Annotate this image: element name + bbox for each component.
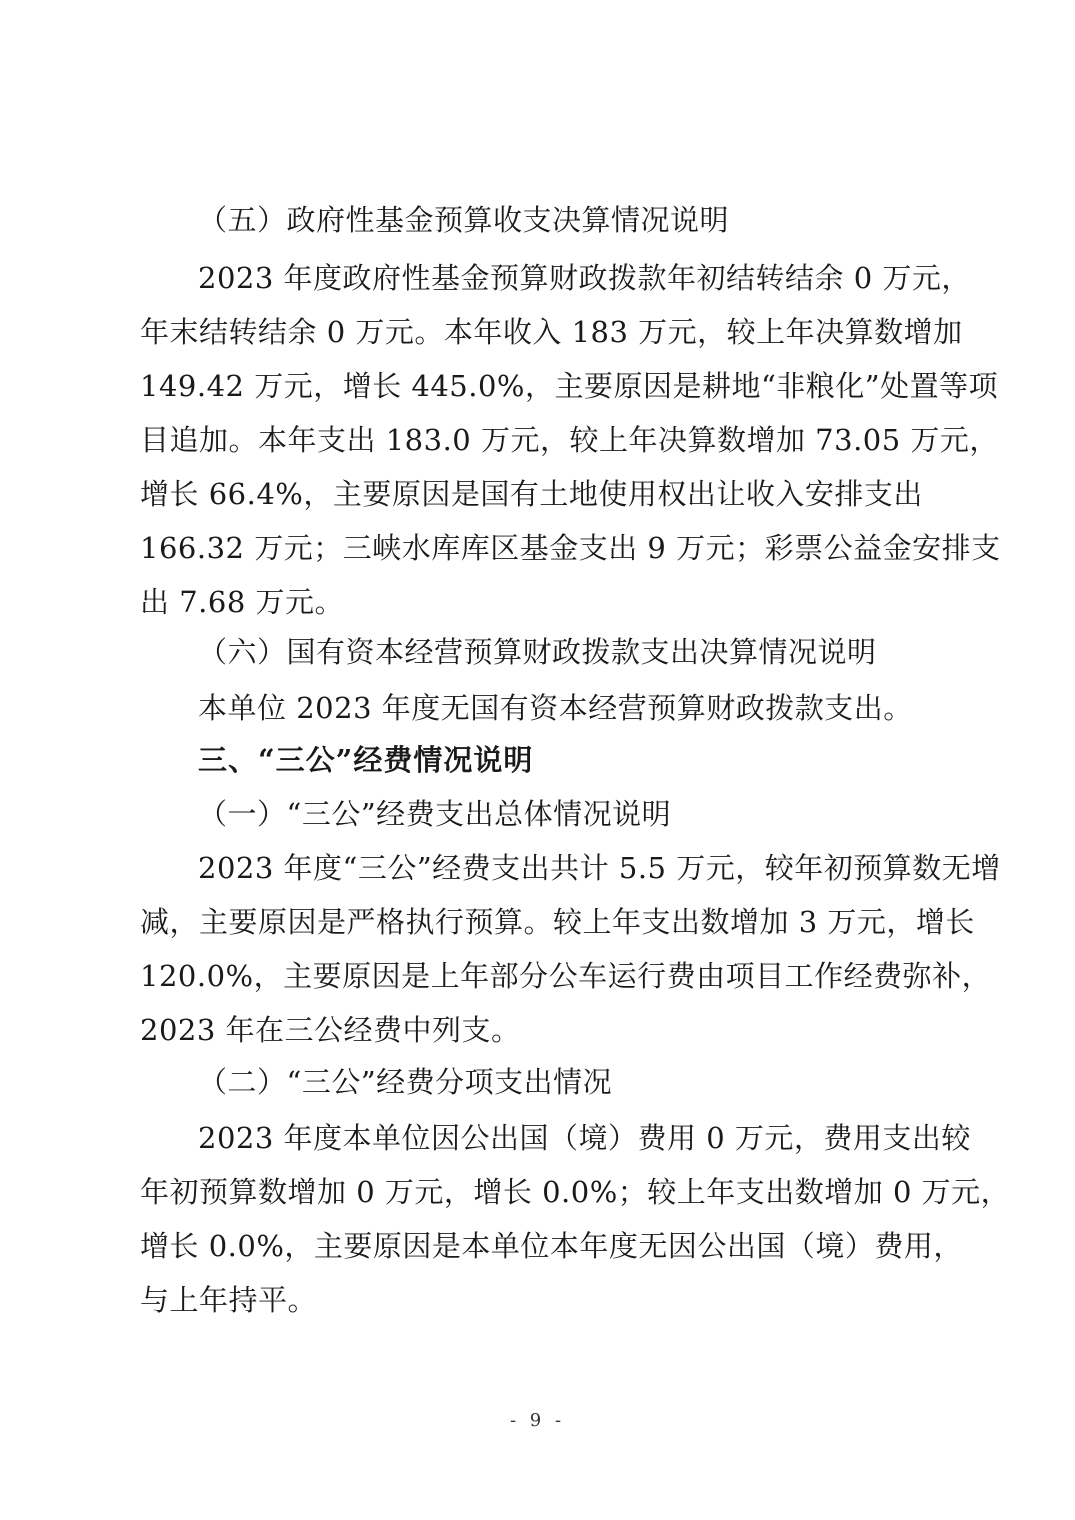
paragraph-line: 年初预算数增加 0 万元，增长 0.0%；较上年支出数增加 0 万元， (140, 1175, 1011, 1209)
paragraph-line: 本单位 2023 年度无国有资本经营预算财政拨款支出。 (198, 691, 913, 725)
paragraph-line: 增长 66.4%，主要原因是国有土地使用权出让收入安排支出 (140, 477, 923, 511)
paragraph-line: 2023 年度“三公”经费支出共计 5.5 万元，较年初预算数无增 (198, 851, 1001, 885)
paragraph-line: 减，主要原因是严格执行预算。较上年支出数增加 3 万元，增长 (140, 905, 975, 939)
paragraph-line: 149.42 万元，增长 445.0%，主要原因是耕地“非粮化”处置等项 (140, 369, 999, 403)
section-heading-6: （六）国有资本经营预算财政拨款支出决算情况说明 (198, 635, 877, 669)
paragraph-line: 出 7.68 万元。 (140, 585, 345, 619)
paragraph-line: 2023 年度政府性基金预算财政拨款年初结转结余 0 万元， (198, 261, 971, 295)
paragraph-line: 2023 年度本单位因公出国（境）费用 0 万元，费用支出较 (198, 1121, 971, 1155)
paragraph-line: 增长 0.0%，主要原因是本单位本年度无因公出国（境）费用， (140, 1229, 963, 1263)
part-heading-3: 三、“三公”经费情况说明 (198, 743, 534, 777)
subsection-heading-1: （一）“三公”经费支出总体情况说明 (198, 797, 672, 831)
subsection-heading-2: （二）“三公”经费分项支出情况 (198, 1065, 613, 1099)
page-number: - 9 - (509, 1410, 566, 1431)
paragraph-line: 目追加。本年支出 183.0 万元，较上年决算数增加 73.05 万元， (140, 423, 999, 457)
paragraph-line: 2023 年在三公经费中列支。 (140, 1013, 521, 1047)
paragraph-line: 166.32 万元；三峡水库库区基金支出 9 万元；彩票公益金安排支 (140, 531, 1001, 565)
section-heading-5: （五）政府性基金预算收支决算情况说明 (198, 203, 730, 237)
paragraph-line: 120.0%，主要原因是上年部分公车运行费由项目工作经费弥补， (140, 959, 992, 993)
paragraph-line: 与上年持平。 (140, 1283, 318, 1317)
paragraph-line: 年末结转结余 0 万元。本年收入 183 万元，较上年决算数增加 (140, 315, 963, 349)
